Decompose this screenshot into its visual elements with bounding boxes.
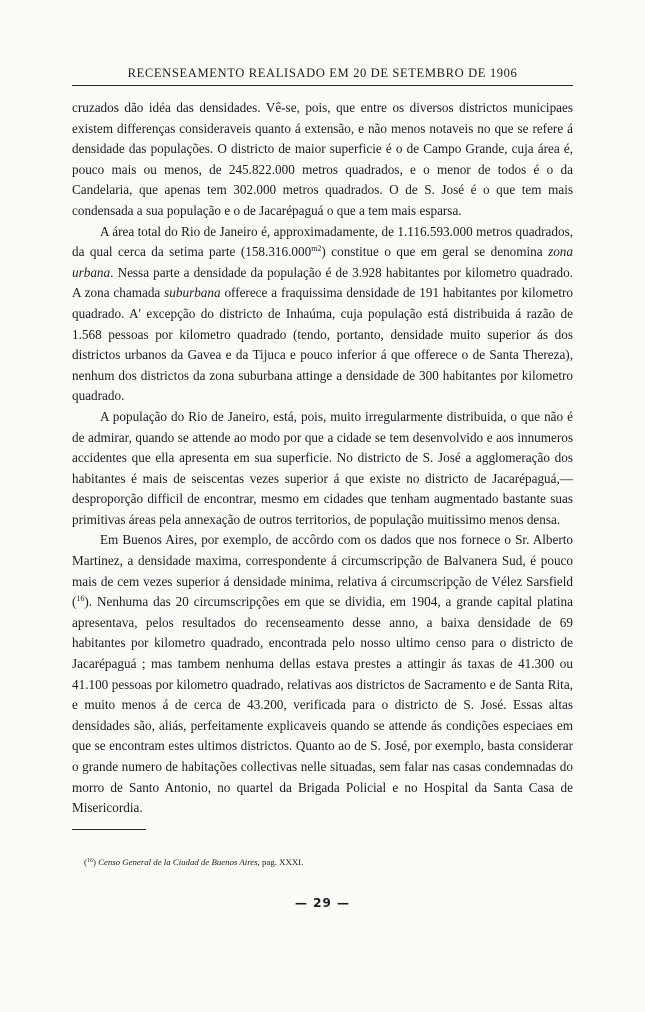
- footnote-marker: 16: [86, 857, 93, 864]
- paragraph-2-text-d: offerece a fraquissima densidade de 191 habitantes por kilometro quadrado. A' excepção do districto de Inhaúma, cuja população está distribuida á razão de 1.568 pessoas por kilometro quadrado (tendo, portanto, densidade muito superior ás dos districtos urbanos da Gavea e da Tijuca e pouco inferior á que offerece o de Santa Thereza), nenhum dos districtos da zona suburbana attinge a densidade de 300 habitantes por kilometro quadrado.: [72, 285, 573, 404]
- footnote: ($^{16}$) Censo General de la Ciudad de Buenos Aires, pag. XXXI.: [84, 856, 304, 867]
- paragraph-2-text-c: . Nessa parte a densidade da população é de 3.928 habitantes por kilometro quadrado. A zona chamada: [72, 264, 573, 301]
- running-head: RECENSEAMENTO REALISADO EM 20 DE SETEMBRO DE 1906: [127, 66, 518, 80]
- body-text: [72, 98, 573, 819]
- paragraph-4: [72, 530, 573, 818]
- footnote-suffix: , pag. XXXI.: [257, 856, 304, 867]
- paragraph-2: [72, 222, 573, 407]
- footnote-reference: 16: [76, 594, 85, 604]
- paragraph-2-text-b: ) constitue o que em geral se denomina: [321, 244, 549, 260]
- paragraph-3: A população do Rio de Janeiro, está, pois, muito irregularmente distribuida, o que não é de admirar, quando se attende ao modo por que a cidade se tem desenvolvido e aos innumeros accidentes que ella apresenta em sua superficie. No districto de S. José a agglomeração dos habitantes é mais de seiscentas vezes superior á que existe no districto de Jacarépaguá,— desproporção difficil de encontrar, mesmo em cidades que tenham augmentado bastante suas primitivas áreas pela annexação de outros territorios, de população muitissimo menos densa.: [72, 408, 573, 527]
- unit-superscript: m2: [311, 244, 322, 254]
- paragraph-4-text-a: Em Buenos Aires, por exemplo, de accôrdo com os dados que nos fornece o Sr. Alberto Martinez, a densidade maxima, correspondente á circumscripção de Balvanera Sud, é pouco mais de cem vezes superior á densidade minima, relativa á circumscripção de Vélez Sarsfield (: [72, 532, 573, 610]
- header-rule: [72, 85, 573, 86]
- document-page: [72, 64, 573, 910]
- footnote-rule: [72, 829, 146, 830]
- paragraph-2-text-a: A área total do Rio de Janeiro é, approximadamente, de 1.116.593.000 metros quadrados, da qual cerca da setima parte (158.316.000: [72, 223, 573, 260]
- footnote-title: Censo General de la Ciudad de Buenos Aires: [98, 856, 258, 867]
- paragraph-4-text-b: ). Nenhuma das 20 circumscripções em que se dividia, em 1904, a grande capital platina apresentava, pelos resultados do recenseamento desse anno, a baixa densidade de 69 habitantes por kilometro quadrado, encontrada pelo nosso ultimo censo para o districto de Jacarépaguá ; mas tambem nenhuma dellas estava prestes a attingir ás taxas de 41.300 ou 41.100 pessoas por kilometro quadrado, relativas aos districtos de Sacramento e de Santa Rita, e muito menos á de cerca de 43.200, verificada para o districto de S. José. Essas altas densidades são, aliás, perfeitamente explicaveis quando se attende ás condições especiaes em que se encontram estes ultimos districtos. Quanto ao de S. José, por exemplo, basta considerar o grande numero de habitações collectivas nelle situadas, sem falar nas casas condemnadas do morro de Santo Antonio, no quartel da Brigada Policial e no Hospital da Santa Casa de Misericordia.: [72, 594, 573, 816]
- page-number: — 29 —: [294, 895, 351, 910]
- paragraph-1: cruzados dão idéa das densidades. Vê-se, pois, que entre os diversos districtos municipaes existem differenças consideraveis quanto á extensão, e não menos notaveis no que se refere á densidade das populações. O districto de maior superficie é o de Campo Grande, cuja área é, pouco mais ou menos, de 245.822.000 metros quadrados, e o menor de todos é o da Candelaria, que apenas tem 302.000 metros quadrados. O de S. José é o que tem mais condensada a sua população e o de Jacarépaguá o que a tem mais esparsa.: [72, 100, 573, 218]
- term-suburbana: suburbana: [164, 285, 221, 301]
- term-zona-urbana: zona urbana: [72, 244, 573, 280]
